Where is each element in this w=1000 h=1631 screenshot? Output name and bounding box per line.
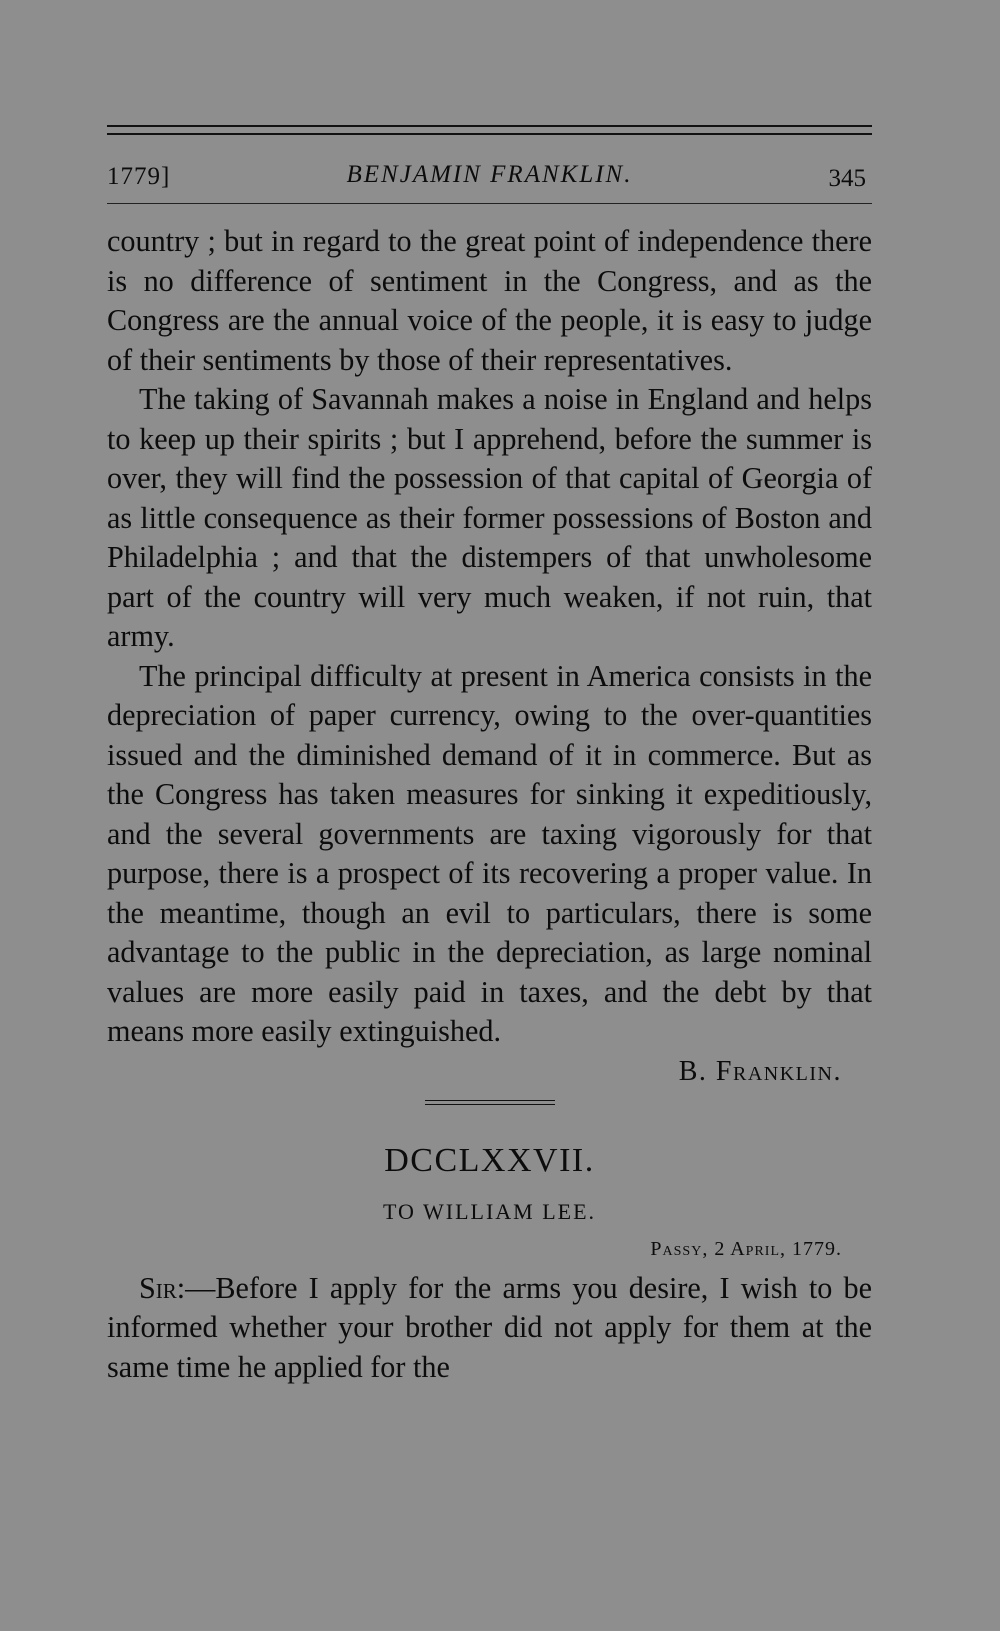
book-page [107,125,872,1387]
header-thin-rule [107,203,872,204]
running-head-year: 1779] [107,163,171,190]
paragraph-2: The taking of Savannah makes a noise in England and helps to keep up their spirits ; but I apprehend, before the summer is over, they will find the possession of that capital of Georgia of as little consequence as their former possessions of Boston and Philadelphia ; and that the distempers of that unwholesome part of the country will very much weaken, if not ruin, that army. [107,382,872,653]
next-letter-body [107,1269,872,1388]
paragraph-3: The principal difficulty at present in America consists in the depreciation of paper currency, owing to the over-quantities issued and the diminished demand of it in commerce. But as the Congress has taken measures for sinking it expeditiously, and the several governments are taxing vigorously for that purpose, there is a prospect of its recovering a proper value. In the meantime, though an evil to particulars, there is some advantage to the public in the depreciation, as large nominal values are more easily paid in taxes, and the debt by that means more easily extinguished. [107,658,872,1048]
paragraph-1: country ; but in regard to the great point of independence there is no difference of sentiment in the Congress, and as the Congress are the annual voice of the people, it is easy to judge of their sentiments by those of their representatives. [107,224,872,377]
salutation: Sir [139,1270,177,1305]
signature: B. Franklin. [678,1055,842,1087]
letter-recipient: TO WILLIAM LEE. [382,1198,597,1224]
letter-dateline: Passy, 2 April, 1779. [650,1237,842,1260]
next-letter-paragraph [107,1269,872,1388]
section-divider [425,1100,555,1105]
header-double-rule [107,125,872,135]
letter-body [107,222,872,1052]
letter-number: DCCLXXVII. [384,1141,595,1179]
page-number: 345 [828,165,866,192]
running-head-title: BENJAMIN FRANKLIN. [346,161,633,188]
next-letter-text: :—Before I apply for the arms you desire, I wish to be informed whether your brother did not apply for them at the same time he applied for the [107,1270,872,1384]
running-head [107,157,872,197]
